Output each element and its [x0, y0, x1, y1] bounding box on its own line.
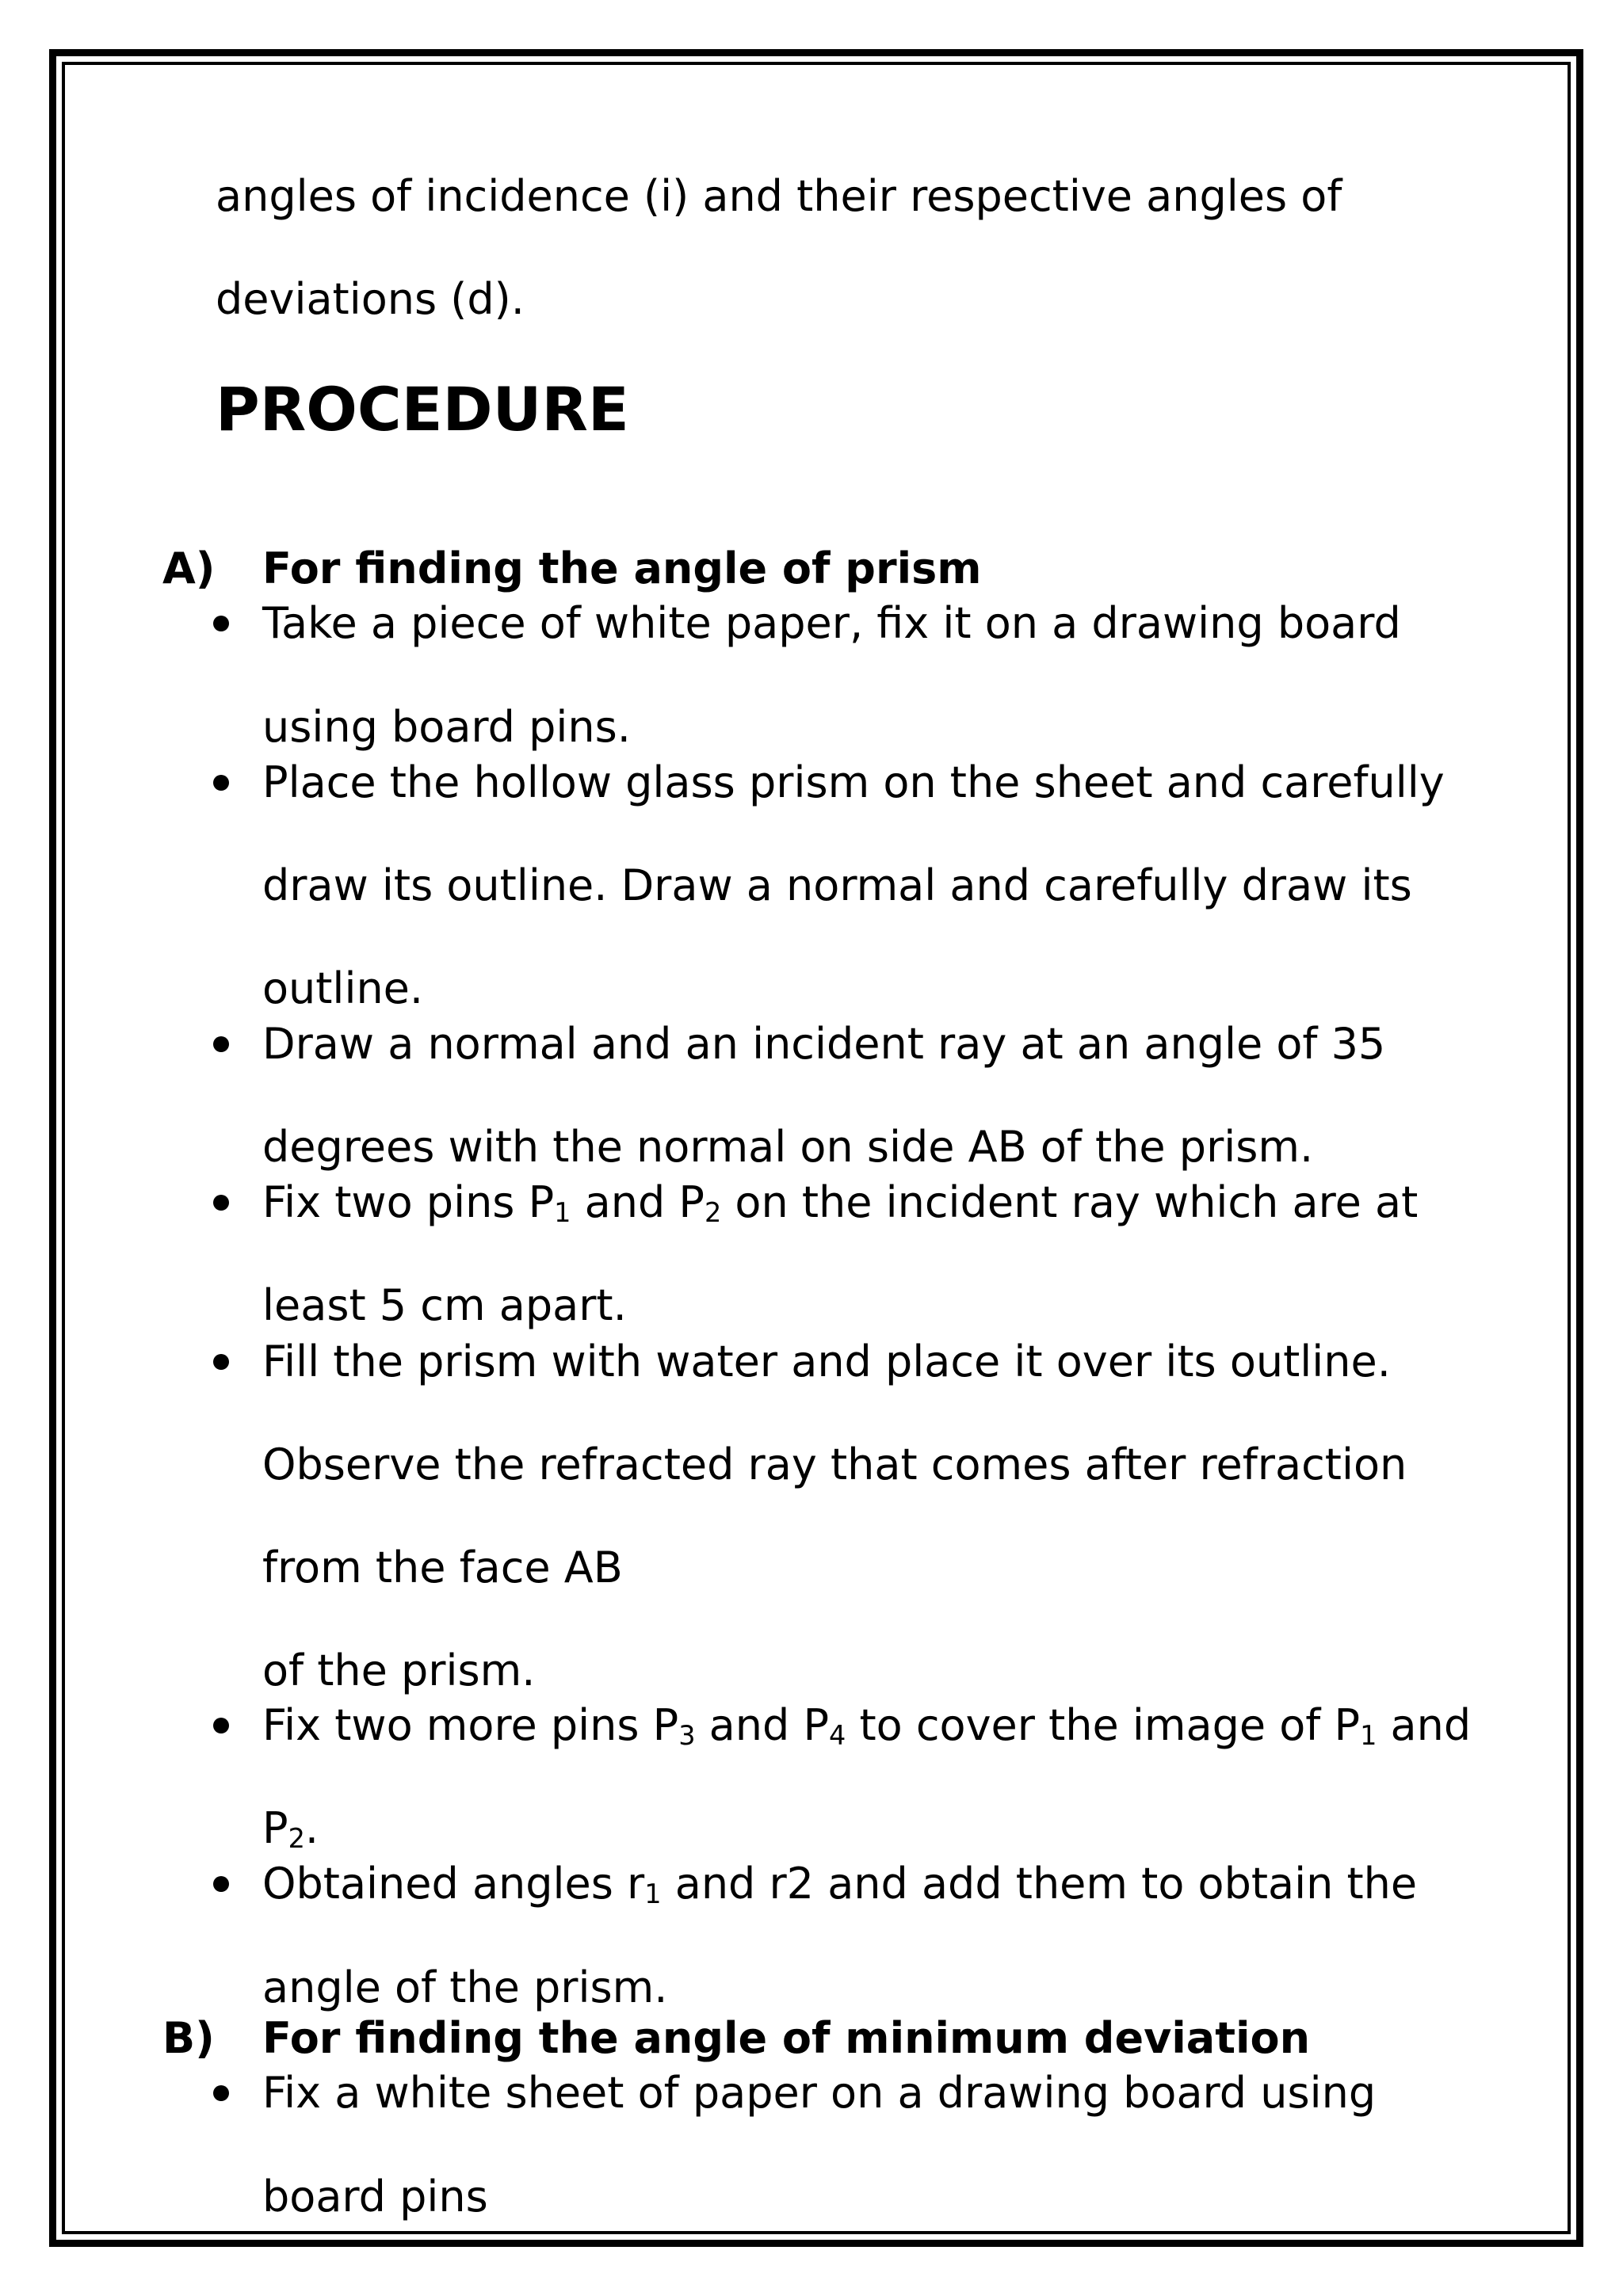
list-item-line: Take a piece of white paper, fix it on a drawing board	[262, 598, 1401, 648]
bullet-icon	[213, 1195, 229, 1211]
list-item-line: degrees with the normal on side AB of the prism.	[262, 1122, 1314, 1172]
list-item-line: Obtained angles $r_1$ and r2 and add them to obtain the	[262, 1859, 1418, 1910]
bullet-icon	[213, 775, 229, 791]
list-item-line: board pins	[262, 2172, 488, 2222]
section-a-title: For finding the angle of prism	[262, 543, 982, 593]
list-item-line: least 5 cm apart.	[262, 1280, 627, 1330]
list-item-line: Fill the prism with water and place it over its outline.	[262, 1337, 1391, 1386]
list-item-line: Fix two pins $P_1$ and $P_2$ on the incident ray which are at	[262, 1177, 1419, 1229]
section-a-label: A)	[162, 543, 216, 593]
section-b-title: For finding the angle of minimum deviation	[262, 2013, 1311, 2063]
list-item-line: angle of the prism.	[262, 1962, 668, 2012]
list-item-line: Fix a white sheet of paper on a drawing board using	[262, 2068, 1377, 2118]
list-item-line: Draw a normal and an incident ray at an angle of 35	[262, 1019, 1386, 1069]
bullet-icon	[213, 1354, 229, 1370]
list-item-line: $P_2$.	[262, 1803, 319, 1855]
section-b-label: B)	[162, 2013, 215, 2063]
list-item-line: using board pins.	[262, 702, 631, 752]
list-item-line: Fix two more pins $P_3$ and $P_4$ to cover the image of $P_1$ and	[262, 1700, 1472, 1752]
bullet-icon	[213, 2085, 229, 2101]
bullet-icon	[213, 1718, 229, 1733]
bullet-icon	[213, 616, 229, 631]
list-item-line: of the prism.	[262, 1646, 536, 1695]
list-item-line: Observe the refracted ray that comes after refraction	[262, 1440, 1407, 1489]
intro-line: angles of incidence (i) and their respective angles of	[216, 171, 1342, 221]
bullet-icon	[213, 1876, 229, 1892]
bullet-icon	[213, 1036, 229, 1052]
list-item-line: draw its outline. Draw a normal and carefully draw its	[262, 860, 1412, 910]
list-item-line: from the face AB	[262, 1543, 623, 1592]
intro-line: deviations (d).	[216, 274, 525, 324]
procedure-heading: PROCEDURE	[216, 374, 629, 444]
list-item-line: outline.	[262, 963, 424, 1013]
list-item-line: Place the hollow glass prism on the sheet and carefully	[262, 757, 1445, 807]
